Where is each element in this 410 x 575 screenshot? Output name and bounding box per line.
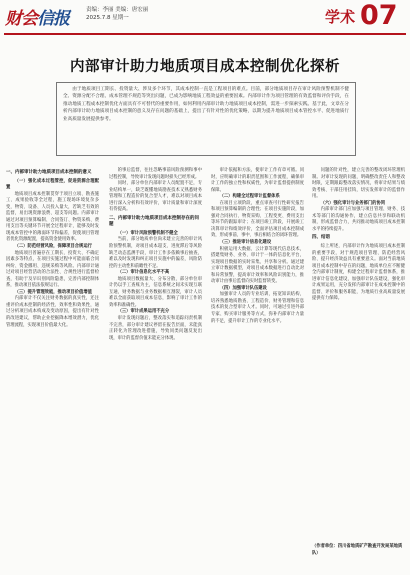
subsection-heading: （四）加强审计队伍建设 bbox=[219, 285, 267, 291]
subsection-heading: （三）审计成果运用不充分 bbox=[117, 309, 170, 315]
header-divider bbox=[4, 33, 406, 35]
section-heading: 一、内部审计助力地质项目成本控制的意义 bbox=[6, 170, 92, 175]
paragraph: 加强审计人员的专业培训，拓宽知识结构，培养熟悉地质勘查、工程造价、财务管理和信息技术的复合型审计人才。同时，可通过引进外部专家、购买审计服务等方式，弥补内部审计力量的不足，提升审计工作的专业化水平。 bbox=[211, 292, 304, 324]
subsection-heading: （三）推进审计信息化建设 bbox=[219, 240, 272, 246]
editor-line: 责编：李丽 美编：唐宏丽 bbox=[86, 7, 149, 13]
newspaper-logo: 财会信报 bbox=[5, 9, 69, 29]
section-name: 学术 bbox=[325, 8, 356, 26]
author-affiliation: （作者单位：四川省地质矿产勘查开发局某地质队） bbox=[312, 544, 403, 556]
subsection-heading: （三）提升管理效能，推动项目价值增值 bbox=[14, 289, 92, 295]
paragraph: 积极运用大数据、云计算等现代信息技术，搭建集财务、业务、审计于一体的信息化平台，实现项目数据的实时采集、共享和分析。通过建立审计数据模型，对项目成本数据进行自动比对和异常预警，提高审计效率和风险识别能力，推动审计由事后监督向实时监督转变。 bbox=[211, 246, 304, 285]
page-number: 07 bbox=[360, 0, 398, 31]
article-title: 内部审计助力地质项目成本控制优化探析 bbox=[70, 59, 340, 75]
paragraph: 问题的针对性，建立完善的整改闭环管理机制。对审计发现的问题，明确整改责任人和整改时限，定期跟踪整改落实情况，将审计结果与绩效考核、干部任用挂钩，切实发挥审计的监督作用。 bbox=[312, 168, 405, 200]
masthead bbox=[0, 0, 410, 34]
paragraph: 综上所述，内部审计作为地质项目成本控制的重要手段，对于规范项目管理、防范经营风险、提升经济效益具有重要意义。面对当前地质项目成本控制中存在的问题，地质单位应不断健全内部审计制度，构建全过程审计监督体系，推进审计信息化建设，加强审计队伍建设，强化审计成果运用，充分发挥内部审计在成本控制中的监督、评价和服务职能，为地质行业高质量发展提供有力保障。 bbox=[312, 244, 405, 302]
paragraph: 同时，部分单位内部审计人员配置不足，专业结构单一，缺乏既懂地质勘查技术又熟悉财务管理和工程造价的复合型人才，难以对项目成本进行深入分析和有效评价，审计质量和审计深度有待提高。 bbox=[109, 181, 202, 213]
paragraph: 内部审计不仅关注财务数据的真实性，还注重评价成本控制的经济性、效率性和效果性，通过分析项目成本构成及变动原因，提出有针对性的改进建议，帮助企业挖掘降本增效潜力，优化管理流程，实现项目价值最大化。 bbox=[6, 296, 99, 328]
paragraph: 地质项目成本控制贯穿于项目立项、勘查施工、成果验收等全过程，施工现场环境复杂多变，物资、设备、人员投入量大，若缺乏有效的监督，易出现资源浪费、超支等问题。内部审计通过对项目预算编制、合同签订、物资采购、费用支出等关键环节开展全过程审计，能够及时发现成本管控中的薄弱环节和偏差，促使项目管理者优化资源配置，提高资金使用效率。 bbox=[6, 191, 99, 243]
section-heading: 二、内部审计助力地质项目成本控制存在的问题 bbox=[109, 215, 199, 228]
issue-date: 2025.7.8 星期一 bbox=[86, 15, 129, 21]
article-column-2 bbox=[109, 168, 202, 342]
publication-info bbox=[86, 6, 148, 22]
paragraph: 审计发现问题后，整改落实和追踪问责机制不完善，部分审计建议停留在报告层面，未能真正转化为管理改进措施，导致同类问题反复出现，审计的监督价值未能充分体现。 bbox=[109, 316, 202, 341]
paragraph: 的事后监督，往往忽略事前风险预测和事中过程控制，导致审计发现问题时损失已经形成。 bbox=[109, 168, 202, 180]
paragraph: 地质项目数据量大、分布分散，部分单位审计仍以手工查账为主，信息系统之间未实现互联互通，财务数据与业务数据相互割裂，审计人员难以全面获取项目成本信息，影响了审计工作的效率和准确性。 bbox=[109, 276, 202, 308]
paragraph: 在项目立项阶段，重点审查可行性研究报告和项目预算编制的合理性；在项目实施阶段，加强对合同执行、物资采购、工程变更、费用支出等环节的跟踪审计；在项目竣工阶段，开展竣工决算审计和绩效评价，全面评估项目成本控制成效，形成事前、事中、事后相结合的闭环管理。 bbox=[211, 200, 304, 239]
article-column-4 bbox=[312, 168, 405, 303]
paragraph: 地质项目普遍存在工期长、投资大、不确定因素多等特点，在项目实施过程中可能面临合同纠纷、资金挪用、违规采购等风险。内部审计通过对项目经营活动的合法性、合规性进行监督检查，有助于及早识别风险隐患，完善内部控制体系，推动项目依法依规运行。 bbox=[6, 250, 99, 289]
subsection-heading: （二）审计信息化水平不高 bbox=[117, 270, 170, 276]
subsection-heading: （一）强化成本过程管控，促进资源合理配置 bbox=[6, 178, 99, 191]
subsection-heading: （二）构建全过程审计监督体系 bbox=[219, 194, 280, 200]
paragraph: 当前，部分地质单位尚未建立完善的审计风险预警机制，对项目成本超支、进度滞后等风险缺乏动态监测手段，审计工作多依赖事后抽查，难以及时发现和纠正项目实施中的偏差，风险防控的主动性和前瞻性不足。 bbox=[109, 237, 202, 269]
article-column-1 bbox=[6, 168, 99, 329]
abstract-box bbox=[56, 82, 356, 156]
article-column-3 bbox=[211, 168, 304, 325]
subsection-heading: （六）强化审计与业务部门的协同 bbox=[320, 200, 386, 206]
subsection-heading: （一）审计风险预警机制不健全 bbox=[117, 230, 178, 236]
section-heading: 四、结语 bbox=[312, 235, 330, 241]
paragraph: 审计依据和方法，使审计工作有章可循。同时，应明确审计的职责范围和工作流程，确保审计工作的独立性和权威性，为审计监督提供制度保障。 bbox=[211, 168, 304, 193]
paragraph: 内部审计部门应加强与项目管理、财务、技术等部门的沟通协作，建立信息共享和联动机制，形成监督合力，共同推动地质项目成本控制水平的持续提升。 bbox=[312, 207, 405, 232]
abstract-text: 由于地质项目工期长、投资量大、涉及多个环节，其成本控制一直是工程项目的难点。目前，部分地质项目存在审计风险预警机制不健全、资源分配不合理、成本管理不规范等突出问题，已成为影响地质工程效益的重要因素。内部审计作为项目管理的有效监督和评价手段，在推动地质工程成本控制优化方面具有不可替代的重要作用，如何利用内部审计助力地质项目成本控制，需进一步探索实践。基于此，文章在分析内部审计助力地质项目成本控制的意义及存在问题的基础上，提出了有针对性的优化策略，以期为提升地质项目成本管控水平、促进地质行业高质量发展提供参考。 bbox=[63, 87, 349, 122]
subsection-heading: （二）防范经营风险，保障项目合规运行 bbox=[14, 244, 92, 250]
